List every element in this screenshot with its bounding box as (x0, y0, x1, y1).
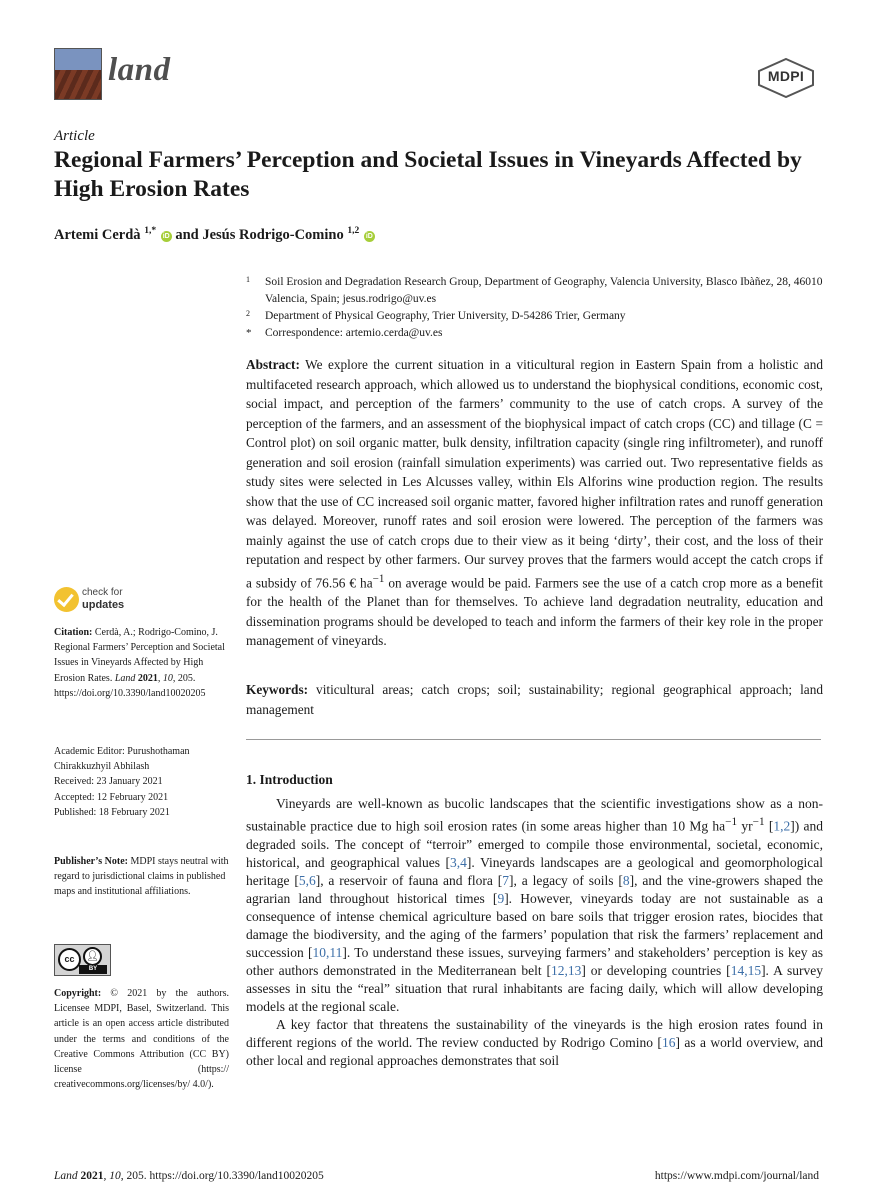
journal-name: land (108, 52, 171, 88)
citation-link[interactable]: 14,15 (730, 962, 762, 978)
author-affil-mark: 1,2 (347, 226, 360, 236)
keywords-text: viticultural areas; catch crops; soil; sustainability; regional geographical approach; land management (246, 682, 823, 717)
paragraph: Vineyards are well-known as bucolic landscapes that the scientific investigations show as a non-sustainable practice due to high soil erosion rates (in some areas higher than 10 Mg $ha^{-1}$ $yr^{-1}$ [1,2]) and degraded soils. The concept of “terroir” emerged to compile those environmental, societal, economic, historical, and geographical values [3,4]. Vineyards landscapes are a geological and geomorphological heritage [5,6], a reservoir of fauna and flora [7], a legacy of soils [8], and the vine-growers shaped the agrarian land throughout historical times [9]. However, vineyards today are not sustainable as a consequence of intense chemical agriculture based on bare soils that trigger erosion rates, biocides that damage the biodiversity, and the aging of the farmers’ population that risk the farmers’ replacement and succession [10,11]. To understand these issues, surveying farmers’ and stakeholders’ perception is key as other authors demonstrated in the Mediterranean belt [12,13] or developing countries [14,15]. A survey assesses in situ the “real” situation that rural inhabitants are facing daily, which will allow developing models at the regional scale. (246, 796, 824, 1014)
affiliation-mark: 2 (246, 309, 250, 318)
orcid-icon[interactable]: iD (365, 232, 373, 240)
copyright-notice: Copyright: © 2021 by the authors. Licensee MDPI, Basel, Switzerland. This article is an open access article distributed under the terms and conditions of the Creative Commons Attribution (CC BY) license (https:// creativecommons.org/licenses/by/ 4.0/). (54, 988, 229, 1091)
abstract-exponent: −1 (372, 572, 385, 585)
citation-link[interactable]: 16 (661, 1034, 676, 1050)
affiliation-text: Soil Erosion and Degradation Research Group, Department of Geography, Valencia University, Blasco Ibàñez, 28, 46010 Valencia, Spain; jesus.rodrigo@uv.es (265, 276, 823, 305)
abstract-label: Abstract: (246, 357, 300, 372)
citation-link[interactable]: 8 (622, 872, 630, 888)
author-name[interactable]: Artemi Cerdà (54, 226, 141, 243)
author-connector: and (175, 226, 203, 243)
keywords (246, 680, 823, 719)
footer-doi[interactable]: , 205. https://doi.org/10.3390/land10020205 (120, 1170, 324, 1182)
citation-link[interactable]: 10,11 (312, 944, 343, 960)
citation-doi[interactable]: , 205. https://doi.org/10.3390/land10020205 (54, 672, 206, 699)
divider (246, 739, 821, 740)
article-dates (54, 744, 229, 820)
person-icon: 👤︎ (83, 947, 102, 966)
cc-license-icon[interactable]: cc 👤︎ BY (54, 944, 111, 976)
page-title: Regional Farmers’ Perception and Societal Issues in Vineyards Affected by High Erosion Rates (54, 147, 802, 202)
orcid-icon[interactable]: iD (162, 232, 170, 240)
footer-url[interactable]: https://www.mdpi.com/journal/land (654, 1170, 819, 1182)
affiliation-item (246, 274, 826, 308)
check-icon (54, 587, 79, 612)
author-list (54, 226, 375, 244)
citation-link[interactable]: 5,6 (298, 872, 316, 888)
keywords-label: Keywords: (246, 682, 309, 697)
affiliation-mark: * (246, 327, 252, 339)
received-date: Received: 23 January 2021 (54, 776, 163, 788)
citation-link[interactable]: 1,2 (773, 818, 791, 834)
citation-link[interactable]: 9 (497, 890, 505, 906)
academic-editor: Academic Editor: Purushothaman Chirakkuzhyil Abhilash (54, 746, 190, 773)
check-for-updates-button[interactable]: check for updates (54, 586, 144, 616)
affiliation-mark: 1 (246, 275, 250, 284)
citation-link[interactable]: 3,4 (450, 854, 467, 870)
article-type: Article (54, 128, 95, 144)
citation-link[interactable]: 7 (502, 872, 509, 888)
correspondence-text: Correspondence: artemio.cerda@uv.es (265, 327, 443, 339)
author-affil-mark: 1,* (144, 226, 157, 236)
citation-block: Citation: Cerdà, A.; Rodrigo-Comino, J. Regional Farmers’ Perception and Societal Issues in Vineyards Affected by High Erosion Rates. Land 2021, 10, 205. https://doi.org/10.3390/land10020205 (54, 627, 225, 699)
author-name[interactable]: Jesús Rodrigo-Comino (202, 226, 344, 243)
footer-citation: Land 2021, 10, 205. https://doi.org/10.3390/land10020205 (54, 1170, 324, 1182)
accepted-date: Accepted: 12 February 2021 (54, 791, 169, 803)
published-date: Published: 18 February 2021 (54, 806, 170, 818)
introduction-body (246, 795, 823, 1070)
publisher-name: MDPI (767, 68, 805, 84)
publisher-note: Publisher’s Note: MDPI stays neutral with regard to jurisdictional claims in published maps and institutional affiliations. (54, 856, 229, 898)
affiliations (246, 274, 826, 342)
journal-logo (54, 48, 102, 100)
citation-link[interactable]: 12,13 (550, 962, 582, 978)
abstract (246, 355, 823, 651)
mdpi-logo (757, 58, 815, 98)
correspondence-item (246, 325, 826, 342)
abstract-text: We explore the current situation in a viticultural region in Eastern Spain from a holistic and multifaceted research approach, which allowed us to understand the biophysical conditions, economic cost, social impact, and perception of the farmers’ community to the use of catch crops. A survey of the perception of the farmers, and an assessment of the biophysical impact of catch crops (CC) and tillage (C = Control plot) on soil organic matter, bulk density, infiltration capacity (single ring infiltrometer), and runoff generation and soil erosion (rainfall simulation experiments) was carried out. Two representative fields as study sites were selected in Les Alcusses valley, within Els Alforins wine production region. The results show that the use of CC increased soil organic matter, favored higher infiltration rates and runoff generation was delayed. Moreover, runoff rates and soil erosion were lowered. The perception of the farmers was mainly against the use of catch crops due to their view as it being ‘dirty’, their cost, and the loss of their reputation and respect by other farmers. Our survey proves that the farmers would accept the catch crops if a subsidy of 76.56 € ha (246, 357, 823, 590)
section-heading: 1. Introduction (246, 772, 333, 787)
affiliation-item (246, 308, 826, 325)
abstract-text: on average would be paid. Farmers see the use of a catch crop more as a benefit for the health of the Planet than for themselves. To achieve land degradation neutrality, education and dissemination programs should be developed to teach and inform the farmers of their key role in the proper management of vineyards. (246, 574, 823, 649)
affiliation-text: Department of Physical Geography, Trier University, D-54286 Trier, Germany (265, 310, 626, 322)
paragraph: A key factor that threatens the sustainability of the vineyards is the high erosion rates found in different regions of the world. The review conducted by Rodrigo Comino [16] as a world overview, and other local and regional approaches demonstrates that soil (246, 1016, 823, 1068)
